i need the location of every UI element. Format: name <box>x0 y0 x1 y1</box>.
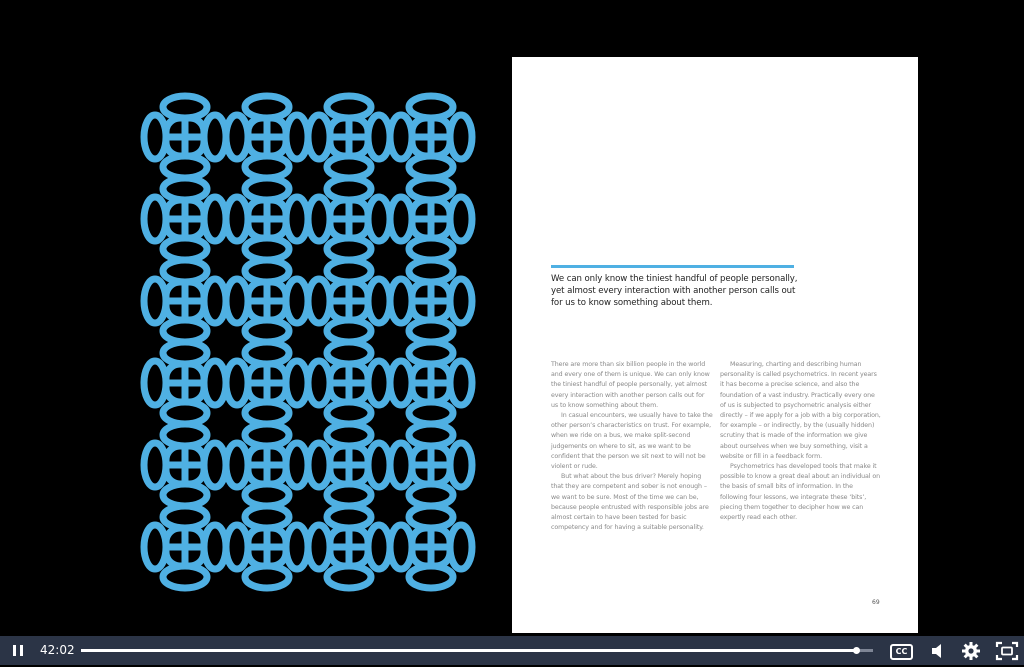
pattern-motif <box>226 342 308 424</box>
body-column-left <box>551 360 713 533</box>
pattern-motif <box>226 506 308 588</box>
pattern-motif <box>308 178 390 260</box>
book-page <box>512 57 918 633</box>
pattern-motif <box>390 178 472 260</box>
pattern-motif <box>144 178 226 260</box>
pattern-motif <box>144 424 226 506</box>
closed-captions-button[interactable] <box>889 640 913 662</box>
pattern-motif <box>226 178 308 260</box>
pattern-motif <box>390 260 472 342</box>
progress-bar[interactable] <box>81 649 873 652</box>
page-number: 69 <box>872 599 880 606</box>
pause-icon-bar <box>20 645 23 656</box>
pattern-motif <box>144 506 226 588</box>
progress-fill <box>81 649 856 652</box>
pattern-motif <box>390 96 472 178</box>
pattern-motif <box>308 96 390 178</box>
elapsed-time: 42:02 <box>40 643 75 657</box>
body-paragraph: There are more than six billion people in the world and every one of them is unique. We can only know the tiniest handful of people personally, yet almost every interaction with another person calls out for us to know something about them. <box>551 361 710 409</box>
pattern-motif <box>226 424 308 506</box>
body-paragraph: Measuring, charting and describing human personality is called psychometrics. In recent years it has become a precise science, and also the foundation of a vast industry. Practically every one of us is subjected to psychometric analysis either directly – if we apply for a job with a big corporation, for example – or indirectly, by the (usually hidden) scrutiny that is made of the information we give about ourselves when we buy something, visit a website or fill in a feedback form. <box>720 361 881 460</box>
pattern-motif <box>308 424 390 506</box>
closed-captions-icon: CC <box>890 644 913 660</box>
body-column-right <box>720 360 882 523</box>
pattern-motif <box>226 96 308 178</box>
pattern-motif <box>390 424 472 506</box>
volume-icon <box>930 640 946 662</box>
pattern-motif <box>390 506 472 588</box>
pattern-motif <box>226 260 308 342</box>
pause-button[interactable] <box>9 642 27 660</box>
fullscreen-icon <box>995 640 1019 662</box>
settings-gear-icon <box>960 640 982 662</box>
blue-knot-pattern-illustration <box>140 92 482 592</box>
pattern-motif <box>308 342 390 424</box>
pattern-motif <box>390 342 472 424</box>
accent-rule <box>551 265 794 268</box>
pattern-motif <box>308 506 390 588</box>
pattern-motif <box>144 342 226 424</box>
settings-button[interactable] <box>960 640 982 662</box>
pattern-motif <box>308 260 390 342</box>
body-paragraph: But what about the bus driver? Merely hoping that they are competent and sober is not enough – we want to be sure. Most of the time we can be, because people entrusted with responsible jobs are almost certain to have been tested for basic competency and for having a suitable personality. <box>551 473 709 532</box>
progress-thumb[interactable] <box>853 647 860 654</box>
body-paragraph: In casual encounters, we usually have to take the other person’s characteristics on trust. For example, when we ride on a bus, we make split-second judgements on where to sit, as we want to be confident that the person we sit next to will not be violent or rude. <box>551 412 713 471</box>
pull-quote: We can only know the tiniest handful of people personally, yet almost every interaction with another person calls out for us to know something about them. <box>551 274 798 308</box>
fullscreen-button[interactable] <box>995 640 1019 662</box>
volume-button[interactable] <box>930 640 946 662</box>
video-controls-bar <box>0 636 1024 665</box>
pause-icon <box>13 645 16 656</box>
body-paragraph: Psychometrics has developed tools that make it possible to know a great deal about an individual on the basis of small bits of information. In the following four lessons, we integrate these ‘bits’, piecing them together to decipher how we can expertly read each other. <box>720 463 880 522</box>
pattern-motif <box>144 96 226 178</box>
pattern-motif <box>144 260 226 342</box>
